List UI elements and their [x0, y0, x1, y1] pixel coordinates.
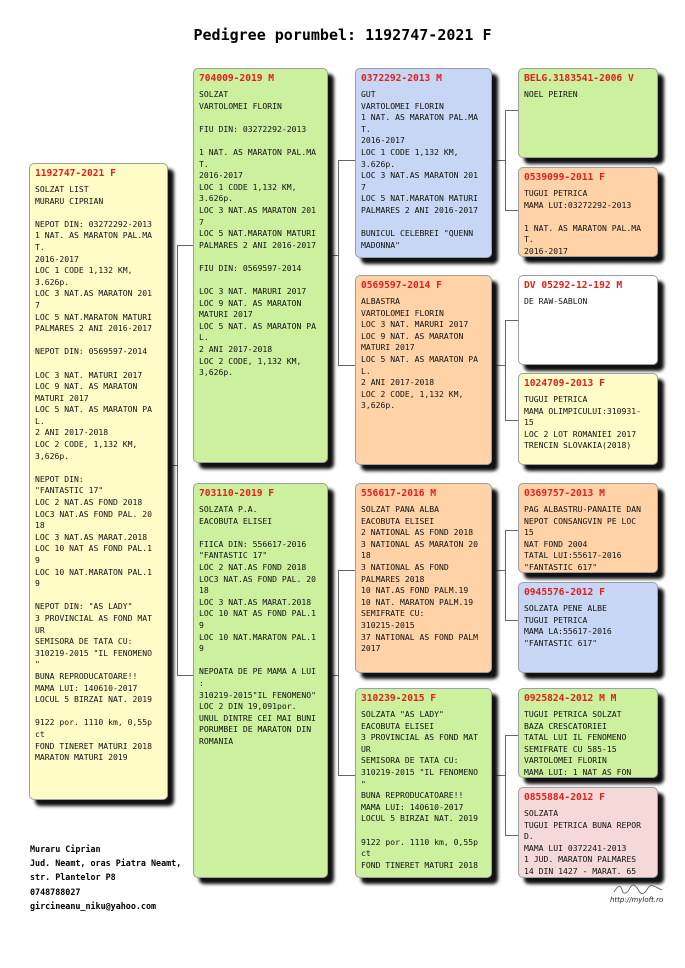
breeder-address-line-1: Jud. Neamt, oras Piatra Neamt,	[30, 858, 182, 869]
grandsire-dam-side-ring-number: 556617-2016 M	[361, 488, 437, 499]
great-grandparent-notes: DE RAW-SABLON	[524, 296, 588, 306]
grandsire-sire-side-notes: GUT VARTOLOMEI FLORIN 1 NAT. AS MARATON PAL.MA T. 2016-2017 LOC 1 CODE 1,132 KM, 3.626p. LOC 3 NAT.AS MARATON 201 7 LOC 5 NAT.MARATON MATURI PALMARES 2 ANI 2016-2017 BUNICUL CELEBREI "QUENN MADONNA"	[361, 89, 478, 250]
great-grandparent-notes: PAG ALBASTRU-PANAITE DAN NEPOT CONSANGVIN PE LOC 15 NAT FOND 2004 TATAL LUI:55617-2016 "FANTASTIC 617"	[524, 504, 641, 572]
subject-notes: SOLZAT LIST MURARU CIPRIAN NEPOT DIN: 03272292-2013 1 NAT. AS MARATON PAL.MA T. 2016-2017 LOC 1 CODE 1,132 KM, 3.626p. LOC 3 NAT.AS MARATON 201 7 LOC 5 NAT.MARATON MATURI PALMARES 2 ANI 2016-2017 NEPOT DIN: 0569597-2014 LOC 3 NAT. MATURI 2017 LOC 9 NAT. AS MARATON MATURI 2017 LOC 5 NAT. AS MARATON PA L. 2 ANI 2017-2018 LOC 2 CODE, 1,132 KM, 3,626p. NEPOT DIN: "FANTASTIC 17" LOC 2 NAT.AS FOND 2018 LOC3 NAT.AS FOND PAL. 20 18 LOC 3 NAT.AS MARAT.2018 LOC 10 NAT AS FOND PAL.1 9 LOC 10 NAT.MARATON PAL.1 9 NEPOT DIN: "AS LADY" 3 PROVINCIAL AS FOND MAT UR SEMISORA DE TATA CU: 310219-2015 "IL FENOMENO " BUNA REPRODUCATOARE!! MAMA LUI: 140610-2017 LOCUL 5 BIRZAI NAT. 2019 9122 por. 1110 km, 0,55p ct FOND TINERET MATURI 2018 MARATON MATURI 2019	[35, 184, 152, 763]
connector-line	[492, 775, 505, 776]
connector-line	[505, 620, 518, 621]
great-grandparent-card	[518, 167, 658, 257]
great-grandparent-ring-number: 1024709-2013 F	[524, 378, 605, 389]
great-grandparent-card	[518, 68, 658, 158]
sire-card	[193, 68, 328, 463]
breeder-name: Muraru Ciprian	[30, 844, 101, 854]
breeder-email[interactable]: gircineanu_niku@yahoo.com	[30, 900, 157, 911]
dam-ring-number: 703110-2019 F	[199, 488, 275, 499]
grandsire-dam-side-card	[355, 483, 492, 673]
great-grandparent-notes: TUGUI PETRICA MAMA LUI:03272292-2013 1 NAT. AS MARATON PAL.MA T. 2016-2017	[524, 188, 641, 256]
subject-card	[29, 163, 168, 800]
great-grandparent-notes: SOLZATA PENE ALBE TUGUI PETRICA MAMA LA:55617-2016 "FANTASTIC 617"	[524, 603, 612, 648]
connector-line	[177, 675, 193, 676]
connector-line	[328, 675, 338, 676]
great-grandparent-card	[518, 373, 658, 465]
granddam-dam-side-ring-number: 310239-2015 F	[361, 693, 437, 704]
connector-line	[177, 245, 178, 675]
connector-line	[505, 110, 506, 210]
connector-line	[328, 255, 338, 256]
great-grandparent-ring-number: 0539099-2011 F	[524, 172, 605, 183]
granddam-dam-side-notes: SOLZATA "AS LADY" EACOBUTA ELISEI 3 PROVINCIAL AS FOND MAT UR SEMISORA DE TATA CU: 310219-2015 "IL FENOMENO " BUNA REPRODUCATOARE!! MAMA LUI: 140610-2017 LOCUL 5 BIRZAI NAT. 2019 9122 por. 1110 km, 0,55p ct FOND TINERET MATURI 2018	[361, 709, 478, 870]
connector-line	[177, 245, 193, 246]
breeder-address-line-2: str. Plantelor P8	[30, 872, 116, 883]
breeder-contact	[30, 842, 181, 913]
connector-line	[338, 570, 339, 775]
connector-line	[168, 465, 177, 466]
connector-line	[338, 570, 355, 571]
connector-line	[505, 110, 518, 111]
connector-line	[505, 530, 518, 531]
dam-card	[193, 483, 328, 878]
granddam-sire-side-ring-number: 0569597-2014 F	[361, 280, 442, 291]
great-grandparent-ring-number: 0369757-2013 M	[524, 488, 605, 499]
connector-line	[338, 775, 355, 776]
page-title: Pedigree porumbel: 1192747-2021 F	[193, 26, 492, 44]
connector-line	[505, 735, 518, 736]
connector-line	[505, 735, 506, 835]
dam-notes: SOLZATA P.A. EACOBUTA ELISEI FIICA DIN: 556617-2016 "FANTASTIC 17" LOC 2 NAT.AS FOND 2018 LOC3 NAT.AS FOND PAL. 20 18 LOC 3 NAT.AS MARAT.2018 LOC 10 NAT AS FOND PAL.1 9 LOC 10 NAT.MARATON PAL.1 9 NEPOATA DE PE MAMA A LUI : 310219-2015"IL FENOMENO" LOC 2 DIN 19,091por. UNUL DINTRE CEI MAI BUNI PORUMBEI DE MARATON DIN ROMANIA	[199, 504, 316, 746]
great-grandparent-notes: TUGUI PETRICA SOLZAT BAZA CRESCATORIEI TATAL LUI IL FENOMENO SEMIFRATE CU 585-15 VARTOLOMEI FLORIN MAMA LUI: 1 NAT AS FON	[524, 709, 632, 777]
grandsire-sire-side-card	[355, 68, 492, 258]
great-grandparent-card	[518, 582, 658, 673]
great-grandparent-ring-number: 0855884-2012 F	[524, 792, 605, 803]
great-grandparent-card	[518, 688, 658, 778]
connector-line	[505, 210, 518, 211]
signature-icon	[612, 883, 664, 895]
grandsire-sire-side-ring-number: 0372292-2013 M	[361, 73, 442, 84]
connector-line	[338, 160, 339, 365]
great-grandparent-card	[518, 275, 658, 365]
sire-ring-number: 704009-2019 M	[199, 73, 275, 84]
connector-line	[338, 365, 355, 366]
great-grandparent-ring-number: 0925824-2012 M M	[524, 693, 617, 704]
sire-notes: SOLZAT VARTOLOMEI FLORIN FIU DIN: 03272292-2013 1 NAT. AS MARATON PAL.MA T. 2016-2017 LOC 1 CODE 1,132 KM, 3.626p. LOC 3 NAT.AS MARATON 201 7 LOC 5 NAT.MARATON MATURI PALMARES 2 ANI 2016-2017 FIU DIN: 0569597-2014 LOC 3 NAT. MARURI 2017 LOC 9 NAT. AS MARATON MATURI 2017 LOC 5 NAT. AS MARATON PA L. 2 ANI 2017-2018 LOC 2 CODE, 1,132 KM, 3,626p.	[199, 89, 316, 378]
great-grandparent-card	[518, 787, 658, 878]
granddam-sire-side-card	[355, 275, 492, 465]
great-grandparent-ring-number: 0945576-2012 F	[524, 587, 605, 598]
connector-line	[505, 320, 518, 321]
breeder-phone: 0748788027	[30, 886, 81, 897]
great-grandparent-ring-number: BELG.3183541-2006 V	[524, 73, 634, 84]
connector-line	[492, 365, 505, 366]
great-grandparent-card	[518, 483, 658, 573]
granddam-sire-side-notes: ALBASTRA VARTOLOMEI FLORIN LOC 3 NAT. MARURI 2017 LOC 9 NAT. AS MARATON MATURI 2017 LOC 5 NAT. AS MARATON PA L. 2 ANI 2017-2018 LOC 2 CODE, 1,132 KM, 3,626p.	[361, 296, 478, 411]
connector-line	[505, 530, 506, 620]
grandsire-dam-side-notes: SOLZAT PANA ALBA EACOBUTA ELISEI 2 NATIONAL AS FOND 2018 3 NATIONAL AS MARATON 20 18 3 NATIONAL AS FOND PALMARES 2018 10 NAT.AS FOND PALM.19 10 NAT. MARATON PALM.19 SEMIFRATE CU: 310215-2015 37 NATIONAL AS FOND PALM 2017	[361, 504, 478, 654]
connector-line	[505, 835, 518, 836]
granddam-dam-side-card	[355, 688, 492, 878]
great-grandparent-ring-number: DV 05292-12-192 M	[524, 280, 623, 291]
subject-ring-number: 1192747-2021 F	[35, 168, 116, 179]
great-grandparent-notes: NOEL PEIREN	[524, 89, 578, 99]
great-grandparent-notes: TUGUI PETRICA MAMA OLIMPICULUI:310931- 15 LOC 2 LOT ROMANIEI 2017 TRENCIN SLOVAKIA(2018)	[524, 394, 641, 451]
connector-line	[492, 160, 505, 161]
connector-line	[338, 160, 355, 161]
connector-line	[492, 570, 505, 571]
watermark-url: http://myloft.ro	[610, 896, 664, 904]
connector-line	[505, 420, 518, 421]
connector-line	[505, 320, 506, 420]
great-grandparent-notes: SOLZATA TUGUI PETRICA BUNA REPOR D. MAMA LUI 0372241-2013 1 JUD. MARATON PALMARES 14 DIN 1427 - MARAT. 65	[524, 808, 641, 876]
